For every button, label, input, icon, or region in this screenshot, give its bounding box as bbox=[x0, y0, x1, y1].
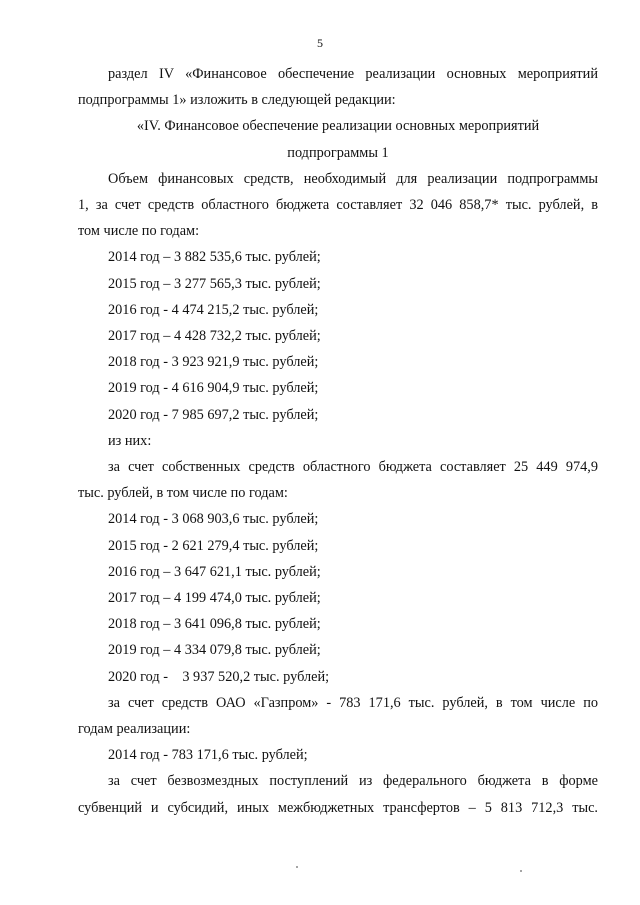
gazprom-year-line: 2014 год - 783 171,6 тыс. рублей; bbox=[108, 747, 308, 764]
section-heading-line-2: подпрограммы 1 bbox=[287, 144, 389, 161]
total-year-line: 2018 год - 3 923 921,9 тыс. рублей; bbox=[108, 354, 319, 371]
scan-speck bbox=[520, 870, 522, 872]
gazprom-line-1: за счет средств ОАО «Газпром» - 783 171,6 тыс. рублей, в том числе по bbox=[108, 694, 598, 711]
document-body bbox=[78, 61, 598, 821]
total-line-1: Объем финансовых средств, необходимый для реализации подпрограммы bbox=[108, 170, 598, 187]
section-heading-line-1: «IV. Финансовое обеспечение реализации основных мероприятий bbox=[136, 118, 540, 135]
total-year-line: 2019 год - 4 616 904,9 тыс. рублей; bbox=[108, 380, 319, 397]
total-line-3: том числе по годам: bbox=[78, 223, 200, 240]
own-funds-line-1: за счет собственных средств областного бюджета составляет 25 449 974,9 bbox=[108, 459, 598, 476]
own-year-line: 2015 год - 2 621 279,4 тыс. рублей; bbox=[108, 537, 319, 554]
total-line-2: 1, за счет средств областного бюджета составляет 32 046 858,7* тыс. рублей, в bbox=[78, 197, 598, 214]
own-year-line: 2014 год - 3 068 903,6 тыс. рублей; bbox=[108, 511, 319, 528]
total-year-line: 2014 год – 3 882 535,6 тыс. рублей; bbox=[108, 249, 321, 266]
own-year-line: 2019 год – 4 334 079,8 тыс. рублей; bbox=[108, 642, 321, 659]
total-year-line: 2016 год - 4 474 215,2 тыс. рублей; bbox=[108, 301, 319, 318]
own-year-line: 2017 год – 4 199 474,0 тыс. рублей; bbox=[108, 590, 321, 607]
intro-line-2: подпрограммы 1» изложить в следующей редакции: bbox=[78, 92, 396, 109]
of-them-label: из них: bbox=[108, 432, 152, 449]
own-year-line: 2016 год – 3 647 621,1 тыс. рублей; bbox=[108, 563, 321, 580]
scan-speck bbox=[296, 866, 298, 868]
intro-line-1: раздел IV «Финансовое обеспечение реализации основных мероприятий bbox=[108, 66, 598, 82]
gazprom-line-2: годам реализации: bbox=[78, 721, 191, 738]
own-funds-line-2: тыс. рублей, в том числе по годам: bbox=[78, 485, 288, 502]
total-year-line: 2015 год – 3 277 565,3 тыс. рублей; bbox=[108, 275, 321, 292]
own-year-line: 2018 год – 3 641 096,8 тыс. рублей; bbox=[108, 616, 321, 633]
federal-line-2: субвенций и субсидий, иных межбюджетных трансфертов – 5 813 712,3 тыс. bbox=[78, 799, 598, 816]
federal-line-1: за счет безвозмездных поступлений из федерального бюджета в форме bbox=[108, 773, 598, 790]
page-number: 5 bbox=[317, 36, 323, 50]
total-year-line: 2020 год - 7 985 697,2 тыс. рублей; bbox=[108, 406, 319, 423]
total-year-line: 2017 год – 4 428 732,2 тыс. рублей; bbox=[108, 328, 321, 345]
own-year-line: 2020 год - 3 937 520,2 тыс. рублей; bbox=[108, 668, 330, 685]
